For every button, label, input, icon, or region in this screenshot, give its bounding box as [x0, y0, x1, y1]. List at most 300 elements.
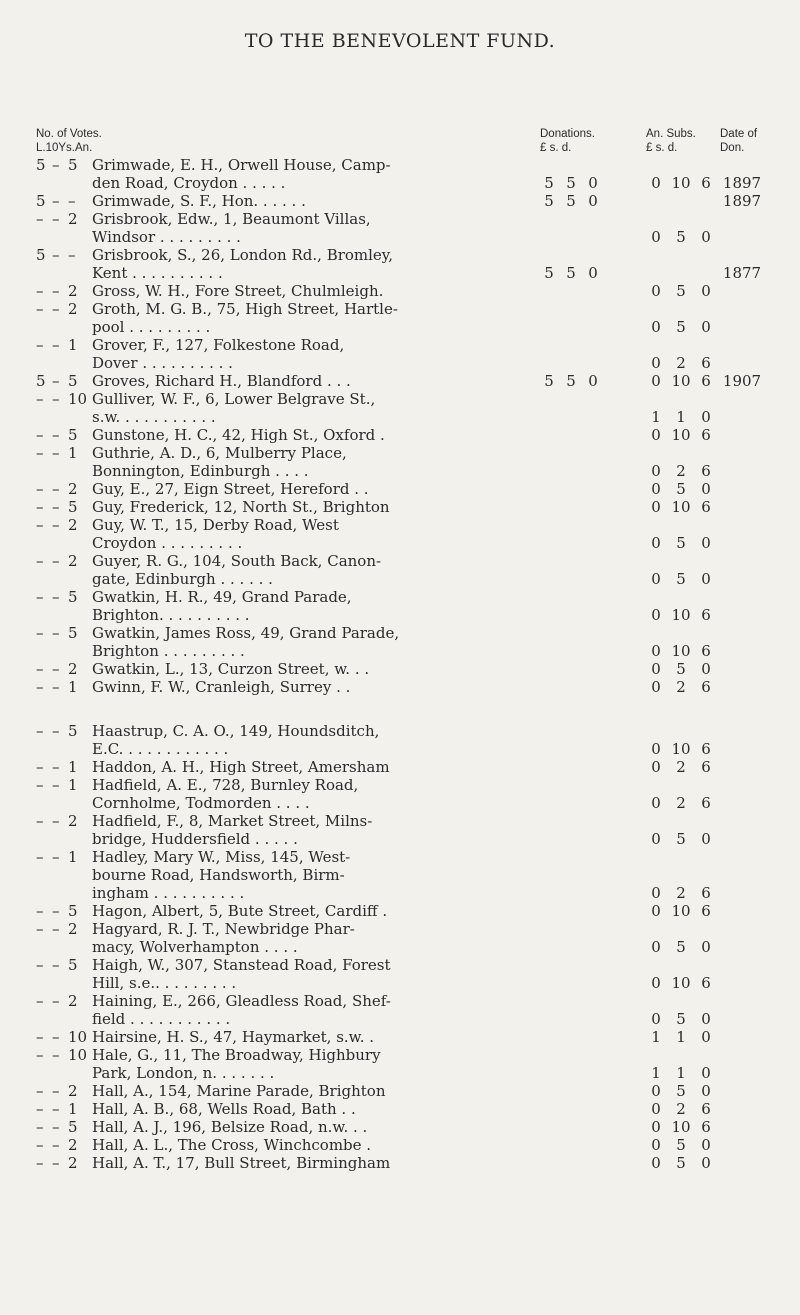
votes-3: 1: [68, 444, 78, 462]
votes-2: –: [52, 1082, 60, 1100]
votes: [36, 192, 96, 210]
votes-3: 10: [68, 1028, 88, 1046]
amount-sl: 0: [651, 228, 661, 246]
amount-ss: 10: [671, 740, 691, 758]
donation-year: 1897: [722, 174, 762, 192]
entry-text: Grisbrook, S., 26, London Rd., Bromley,: [92, 246, 394, 264]
votes-1: –: [36, 812, 44, 830]
amount-sd: 6: [701, 740, 711, 758]
entry-text: Hagon, Albert, 5, Bute Street, Cardiff .: [92, 902, 388, 920]
amount-sl: 0: [651, 1154, 661, 1172]
amount-sl: 0: [651, 318, 661, 336]
votes-2: –: [52, 776, 60, 794]
amount-sl: 0: [651, 462, 661, 480]
votes-2: –: [52, 956, 60, 974]
amount-sl: 1: [651, 408, 661, 426]
amount-ss: 5: [676, 1082, 686, 1100]
entry-text: Windsor . . . . . . . . .: [92, 228, 241, 246]
list-item: [0, 1136, 800, 1154]
votes-3: 5: [68, 372, 78, 390]
votes-1: –: [36, 588, 44, 606]
votes-1: –: [36, 902, 44, 920]
amount-sd: 6: [701, 642, 711, 660]
amount-ds: 5: [566, 264, 576, 282]
amount-ss: 5: [676, 1010, 686, 1028]
list-item: [0, 848, 800, 866]
list-item: [0, 156, 800, 174]
list-item: [0, 1064, 800, 1082]
entry-text: Gulliver, W. F., 6, Lower Belgrave St.,: [92, 390, 376, 408]
amount-ss: 5: [676, 480, 686, 498]
votes: [36, 336, 96, 354]
votes: [36, 606, 96, 624]
votes: [36, 408, 96, 426]
amount-ds: 5: [566, 174, 576, 192]
votes-3: –: [68, 246, 76, 264]
votes-2: –: [52, 192, 60, 210]
list-item: [0, 606, 800, 624]
list-item: [0, 354, 800, 372]
entry-text: Brighton. . . . . . . . . .: [92, 606, 250, 624]
entry-text: Guyer, R. G., 104, South Back, Canon-: [92, 552, 382, 570]
votes: [36, 884, 96, 902]
amount-sl: 0: [651, 678, 661, 696]
amount-sl: 0: [651, 480, 661, 498]
amount-sd: 6: [701, 462, 711, 480]
list-item: [0, 372, 800, 390]
entry-text: Gunstone, H. C., 42, High St., Oxford .: [92, 426, 385, 444]
entry-text: Hadfield, A. E., 728, Burnley Road,: [92, 776, 359, 794]
list-item: [0, 570, 800, 588]
entry-text: Gwatkin, James Ross, 49, Grand Parade,: [92, 624, 400, 642]
votes-3: 10: [68, 1046, 88, 1064]
entry-text: Gwatkin, H. R., 49, Grand Parade,: [92, 588, 352, 606]
votes-2: –: [52, 848, 60, 866]
amount-ss: 1: [676, 408, 686, 426]
list-item: [0, 480, 800, 498]
votes-2: –: [52, 516, 60, 534]
amount-ss: 10: [671, 902, 691, 920]
votes-2: –: [52, 1100, 60, 1118]
votes-1: –: [36, 516, 44, 534]
votes-1: 5: [36, 192, 46, 210]
votes: [36, 480, 96, 498]
amount-sl: 1: [651, 1028, 661, 1046]
list-item: [0, 390, 800, 408]
amount-ss: 5: [676, 570, 686, 588]
list-item: [0, 534, 800, 552]
list-item: [0, 758, 800, 776]
votes: [36, 776, 96, 794]
entry-text: den Road, Croydon . . . . .: [92, 174, 286, 192]
votes-1: –: [36, 390, 44, 408]
votes: [36, 758, 96, 776]
list-item: [0, 588, 800, 606]
votes-2: –: [52, 1154, 60, 1172]
entry-text: Hall, A. B., 68, Wells Road, Bath . .: [92, 1100, 356, 1118]
list-item: [0, 1100, 800, 1118]
votes-3: 2: [68, 282, 78, 300]
votes-2: –: [52, 1028, 60, 1046]
entry-text: E.C. . . . . . . . . . . .: [92, 740, 229, 758]
entry-text: Park, London, n. . . . . . .: [92, 1064, 275, 1082]
votes: [36, 246, 96, 264]
votes-2: –: [52, 390, 60, 408]
votes: [36, 1136, 96, 1154]
votes-1: –: [36, 1118, 44, 1136]
votes: [36, 938, 96, 956]
amount-sl: 0: [651, 642, 661, 660]
votes-3: 5: [68, 156, 78, 174]
votes: [36, 552, 96, 570]
amount-ss: 1: [676, 1028, 686, 1046]
amount-sl: 0: [651, 1136, 661, 1154]
votes: [36, 956, 96, 974]
amount-sd: 0: [701, 318, 711, 336]
list-item: [0, 498, 800, 516]
votes-header: No. of Votes. L.10Ys.An.: [36, 128, 102, 154]
amount-sd: 0: [701, 570, 711, 588]
entry-text: Cornholme, Todmorden . . . .: [92, 794, 310, 812]
votes-1: –: [36, 552, 44, 570]
entry-text: Haastrup, C. A. O., 149, Houndsditch,: [92, 722, 380, 740]
amount-sd: 0: [701, 480, 711, 498]
votes-1: –: [36, 426, 44, 444]
entry-text: Grisbrook, Edw., 1, Beaumont Villas,: [92, 210, 371, 228]
votes-2: –: [52, 444, 60, 462]
entry-text: Hall, A., 154, Marine Parade, Brighton: [92, 1082, 386, 1100]
amount-sd: 6: [701, 174, 711, 192]
votes-2: –: [52, 920, 60, 938]
votes: [36, 210, 96, 228]
votes-1: –: [36, 444, 44, 462]
entry-text: Haddon, A. H., High Street, Amersham: [92, 758, 390, 776]
votes-2: –: [52, 426, 60, 444]
votes-3: 5: [68, 722, 78, 740]
votes-3: 2: [68, 1154, 78, 1172]
amount-sd: 6: [701, 606, 711, 624]
votes-3: 5: [68, 1118, 78, 1136]
votes-2: –: [52, 246, 60, 264]
amount-dl: 5: [544, 192, 554, 210]
amount-ss: 2: [676, 1100, 686, 1118]
votes: [36, 992, 96, 1010]
amount-dl: 5: [544, 264, 554, 282]
list-item: [0, 776, 800, 794]
amount-sl: 0: [651, 902, 661, 920]
list-item: [0, 992, 800, 1010]
votes-2: –: [52, 210, 60, 228]
amount-sl: 0: [651, 534, 661, 552]
amount-sl: 0: [651, 354, 661, 372]
list-item: [0, 1154, 800, 1172]
amount-ss: 5: [676, 830, 686, 848]
votes: [36, 1046, 96, 1064]
amount-sd: 0: [701, 1154, 711, 1172]
votes-2: –: [52, 300, 60, 318]
amount-dl: 5: [544, 372, 554, 390]
entry-text: Haining, E., 266, Gleadless Road, Shef-: [92, 992, 391, 1010]
votes-2: –: [52, 552, 60, 570]
amount-ss: 5: [676, 938, 686, 956]
entry-text: Hagyard, R. J. T., Newbridge Phar-: [92, 920, 355, 938]
amount-sd: 0: [701, 228, 711, 246]
amount-sl: 0: [651, 1082, 661, 1100]
votes-1: –: [36, 300, 44, 318]
entry-text: Guy, W. T., 15, Derby Road, West: [92, 516, 339, 534]
amount-ss: 2: [676, 884, 686, 902]
list-item: [0, 336, 800, 354]
votes: [36, 318, 96, 336]
date-header: Date of Don.: [720, 128, 758, 154]
votes-3: 1: [68, 758, 78, 776]
amount-sd: 6: [701, 1100, 711, 1118]
amount-sl: 0: [651, 1118, 661, 1136]
list-item: [0, 830, 800, 848]
votes: [36, 174, 96, 192]
votes-2: –: [52, 758, 60, 776]
votes-3: –: [68, 192, 76, 210]
votes: [36, 830, 96, 848]
subscriptions-header: An. Subs. £ s. d.: [646, 128, 696, 154]
votes-1: –: [36, 624, 44, 642]
list-item: [0, 920, 800, 938]
list-item: [0, 426, 800, 444]
donations-header: Donations. £ s. d.: [540, 128, 595, 154]
amount-sd: 0: [701, 830, 711, 848]
votes-2: –: [52, 480, 60, 498]
list-item: [0, 174, 800, 192]
entry-text: Hall, A. J., 196, Belsize Road, n.w. . .: [92, 1118, 368, 1136]
list-item: [0, 444, 800, 462]
donation-year: 1897: [722, 192, 762, 210]
amount-sd: 0: [701, 534, 711, 552]
votes-3: 2: [68, 516, 78, 534]
list-item: [0, 1118, 800, 1136]
amount-ss: 2: [676, 462, 686, 480]
votes-2: –: [52, 372, 60, 390]
list-item: [0, 246, 800, 264]
amount-sd: 6: [701, 794, 711, 812]
votes-1: –: [36, 920, 44, 938]
votes: [36, 920, 96, 938]
amount-ss: 10: [671, 498, 691, 516]
amount-sd: 0: [701, 938, 711, 956]
entry-text: Grimwade, S. F., Hon. . . . . .: [92, 192, 306, 210]
votes-3: 2: [68, 992, 78, 1010]
entry-text: Gwatkin, L., 13, Curzon Street, w. . .: [92, 660, 370, 678]
entry-text: gate, Edinburgh . . . . . .: [92, 570, 273, 588]
votes-3: 1: [68, 678, 78, 696]
amount-sd: 0: [701, 408, 711, 426]
entry-text: Guy, E., 27, Eign Street, Hereford . .: [92, 480, 369, 498]
votes-3: 1: [68, 336, 78, 354]
votes: [36, 902, 96, 920]
list-item: [0, 938, 800, 956]
votes-3: 2: [68, 210, 78, 228]
amount-dd: 0: [588, 192, 598, 210]
votes: [36, 570, 96, 588]
entry-text: Guy, Frederick, 12, North St., Brighton: [92, 498, 390, 516]
votes: [36, 354, 96, 372]
amount-dd: 0: [588, 372, 598, 390]
votes-3: 1: [68, 1100, 78, 1118]
list-item: [0, 722, 800, 740]
votes-3: 2: [68, 552, 78, 570]
amount-sd: 6: [701, 498, 711, 516]
amount-ss: 10: [671, 426, 691, 444]
votes: [36, 1118, 96, 1136]
amount-sl: 0: [651, 1010, 661, 1028]
votes-3: 2: [68, 812, 78, 830]
list-item: [0, 974, 800, 992]
amount-sd: 0: [701, 1064, 711, 1082]
votes: [36, 660, 96, 678]
votes: [36, 228, 96, 246]
amount-sl: 0: [651, 884, 661, 902]
votes: [36, 1082, 96, 1100]
entry-text: Grover, F., 127, Folkestone Road,: [92, 336, 345, 354]
votes-1: –: [36, 722, 44, 740]
list-item: [0, 300, 800, 318]
amount-sd: 6: [701, 426, 711, 444]
entry-text: s.w. . . . . . . . . . .: [92, 408, 216, 426]
entry-text: Bonnington, Edinburgh . . . .: [92, 462, 309, 480]
votes: [36, 812, 96, 830]
amount-ss: 1: [676, 1064, 686, 1082]
votes-3: 5: [68, 624, 78, 642]
votes: [36, 300, 96, 318]
amount-sd: 6: [701, 678, 711, 696]
votes-3: 2: [68, 920, 78, 938]
entry-text: Brighton . . . . . . . . .: [92, 642, 245, 660]
votes-2: –: [52, 498, 60, 516]
amount-ss: 5: [676, 660, 686, 678]
votes-1: –: [36, 1046, 44, 1064]
amount-sl: 0: [651, 426, 661, 444]
votes: [36, 848, 96, 866]
votes: [36, 1064, 96, 1082]
votes-2: –: [52, 1046, 60, 1064]
entry-text: Guthrie, A. D., 6, Mulberry Place,: [92, 444, 347, 462]
votes-3: 5: [68, 426, 78, 444]
amount-sl: 0: [651, 282, 661, 300]
votes: [36, 1010, 96, 1028]
entry-text: Hadley, Mary W., Miss, 145, West-: [92, 848, 351, 866]
entry-text: ingham . . . . . . . . . .: [92, 884, 245, 902]
votes: [36, 516, 96, 534]
votes-2: –: [52, 722, 60, 740]
entry-text: Hadfield, F., 8, Market Street, Milns-: [92, 812, 373, 830]
amount-ds: 5: [566, 372, 576, 390]
amount-sd: 6: [701, 902, 711, 920]
amount-ss: 2: [676, 678, 686, 696]
votes: [36, 264, 96, 282]
votes: [36, 498, 96, 516]
votes: [36, 678, 96, 696]
votes-3: 5: [68, 956, 78, 974]
entry-text: Hall, A. T., 17, Bull Street, Birmingham: [92, 1154, 391, 1172]
list-item: [0, 1082, 800, 1100]
list-item: [0, 282, 800, 300]
amount-sl: 0: [651, 660, 661, 678]
votes-2: –: [52, 1136, 60, 1154]
amount-sl: 0: [651, 830, 661, 848]
amount-sl: 0: [651, 498, 661, 516]
amount-ds: 5: [566, 192, 576, 210]
amount-sl: 0: [651, 974, 661, 992]
votes: [36, 372, 96, 390]
votes-3: 5: [68, 902, 78, 920]
entry-text: Hall, A. L., The Cross, Winchcombe .: [92, 1136, 372, 1154]
list-item: [0, 318, 800, 336]
amount-sd: 6: [701, 974, 711, 992]
entry-text: pool . . . . . . . . .: [92, 318, 211, 336]
entry-text: bourne Road, Handsworth, Birm-: [92, 866, 345, 884]
votes: [36, 974, 96, 992]
votes-2: –: [52, 336, 60, 354]
list-item: [0, 956, 800, 974]
entry-text: Gross, W. H., Fore Street, Chulmleigh.: [92, 282, 384, 300]
amount-dl: 5: [544, 174, 554, 192]
votes-1: –: [36, 956, 44, 974]
votes: [36, 1100, 96, 1118]
votes-3: 5: [68, 498, 78, 516]
votes-2: –: [52, 992, 60, 1010]
entry-text: Croydon . . . . . . . . .: [92, 534, 243, 552]
votes-1: 5: [36, 372, 46, 390]
amount-dd: 0: [588, 174, 598, 192]
amount-ss: 10: [671, 174, 691, 192]
amount-sl: 1: [651, 1064, 661, 1082]
votes-2: –: [52, 678, 60, 696]
page-title: TO THE BENEVOLENT FUND.: [244, 30, 556, 52]
votes: [36, 794, 96, 812]
amount-sl: 0: [651, 606, 661, 624]
amount-ss: 10: [671, 606, 691, 624]
amount-sd: 0: [701, 282, 711, 300]
amount-ss: 2: [676, 354, 686, 372]
votes: [36, 642, 96, 660]
votes: [36, 588, 96, 606]
list-item: [0, 642, 800, 660]
entry-text: Groves, Richard H., Blandford . . .: [92, 372, 351, 390]
amount-sd: 6: [701, 354, 711, 372]
votes-1: –: [36, 498, 44, 516]
votes: [36, 462, 96, 480]
list-item: [0, 660, 800, 678]
votes: [36, 156, 96, 174]
votes-2: –: [52, 624, 60, 642]
amount-ss: 10: [671, 372, 691, 390]
votes-1: –: [36, 210, 44, 228]
list-item: [0, 902, 800, 920]
list-item: [0, 516, 800, 534]
amount-sd: 6: [701, 884, 711, 902]
votes-3: 2: [68, 480, 78, 498]
votes-3: 2: [68, 660, 78, 678]
list-item: [0, 812, 800, 830]
entry-text: Hairsine, H. S., 47, Haymarket, s.w. .: [92, 1028, 375, 1046]
amount-sl: 0: [651, 938, 661, 956]
entry-text: Kent . . . . . . . . . .: [92, 264, 223, 282]
votes-1: –: [36, 1136, 44, 1154]
votes-1: –: [36, 678, 44, 696]
votes: [36, 282, 96, 300]
amount-ss: 5: [676, 282, 686, 300]
votes-2: –: [52, 902, 60, 920]
list-item: [0, 192, 800, 210]
